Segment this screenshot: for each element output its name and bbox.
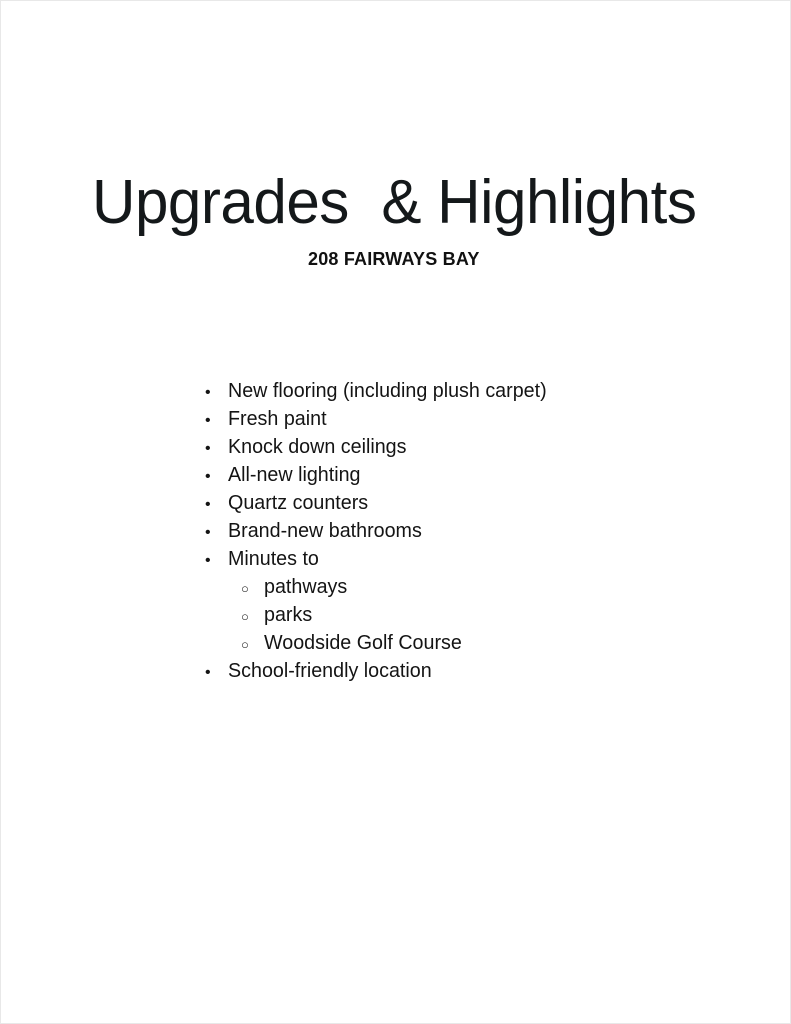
sub-list-item	[205, 601, 725, 629]
list-item-label: Minutes to	[228, 548, 319, 570]
bullet-icon: •	[205, 440, 211, 457]
list-item	[205, 377, 725, 405]
list-item-label: School-friendly location	[228, 660, 432, 682]
list-item-label: New flooring (including plush carpet)	[228, 380, 547, 402]
bullet-icon: •	[205, 468, 211, 485]
list-item	[205, 657, 725, 685]
list-item	[205, 405, 725, 433]
property-address-subtitle: 208 FAIRWAYS BAY	[308, 249, 480, 269]
list-item	[205, 517, 725, 545]
list-item-label: All-new lighting	[228, 464, 361, 486]
list-item	[205, 545, 725, 573]
list-item-label: Brand-new bathrooms	[228, 520, 422, 542]
list-item-label: Fresh paint	[228, 408, 327, 430]
bullet-icon: •	[205, 412, 211, 429]
bullet-icon: •	[205, 496, 211, 513]
list-item-label: parks	[264, 604, 313, 626]
list-item	[205, 433, 725, 461]
bullet-icon: •	[205, 384, 211, 401]
hollow-bullet-icon: ○	[241, 637, 249, 652]
bullet-icon: •	[205, 524, 211, 541]
page-title: Upgrades & Highlights	[92, 167, 697, 237]
sub-list-item	[205, 573, 725, 601]
list-item-label: Woodside Golf Course	[264, 632, 462, 654]
list-item	[205, 461, 725, 489]
hollow-bullet-icon: ○	[241, 609, 249, 624]
highlights-list	[205, 377, 725, 685]
list-item-label: pathways	[264, 576, 348, 598]
bullet-icon: •	[205, 552, 211, 569]
bullet-icon: •	[205, 664, 211, 681]
sub-list-item	[205, 629, 725, 657]
hollow-bullet-icon: ○	[241, 581, 249, 596]
list-item-label: Knock down ceilings	[228, 436, 407, 458]
list-item	[205, 489, 725, 517]
list-item-label: Quartz counters	[228, 492, 369, 514]
